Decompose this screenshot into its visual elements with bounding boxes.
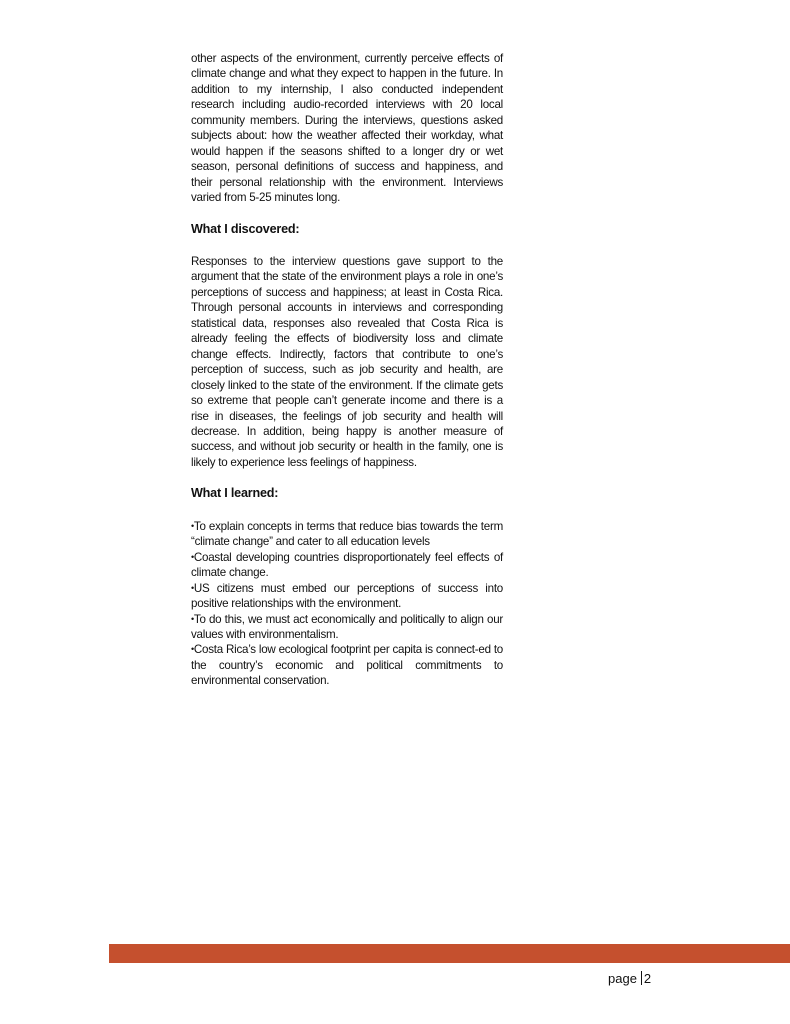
list-item-text: Costa Rica’s low ecological footprint per capita is connect-ed to the country’s economic and political commitments to environmental conservation. xyxy=(191,643,503,688)
spacer xyxy=(191,237,503,254)
bullet-icon: • xyxy=(191,551,194,562)
list-item xyxy=(191,612,503,643)
list-item xyxy=(191,642,503,688)
spacer xyxy=(191,470,503,486)
intro-paragraph: other aspects of the environment, currently perceive effects of climate change and what they expect to happen in the future. In addition to my internship, I also conducted independent research including audio-recorded interviews with 20 local community members. During the interviews, questions asked subjects about: how the weather affected their workday, what would happen if the seasons shifted to a longer dry or wet season, personal definitions of success and happiness, and their personal relationship with the environment. Interviews varied from 5-25 minutes long. xyxy=(191,52,503,205)
bullet-icon: • xyxy=(191,613,194,624)
main-text-column xyxy=(191,51,503,689)
page-number-label xyxy=(608,971,651,986)
list-item-text: To explain concepts in terms that reduce bias towards the term “climate change” and cater to all education levels xyxy=(191,519,503,549)
page-number: 2 xyxy=(643,971,652,986)
bullet-icon: • xyxy=(191,520,194,531)
spacer xyxy=(191,502,503,519)
footer-accent-bar xyxy=(109,944,790,963)
discovered-paragraph: Responses to the interview questions gave support to the argument that the state of the environment plays a role in one’s perceptions of success and happiness; at least in Costa Rica. Through personal accounts in interviews and corresponding statistical data, responses also revealed that Costa Rica is already feeling the effects of biodiversity loss and climate change effects. Indirectly, factors that contribute to one’s perception of success, such as job security and health, are closely linked to the state of the environment. If the climate gets so extreme that people can’t generate income and there is a rise in diseases, the feelings of job security and health will decrease. In addition, being happy is another measure of success, and without job security or health in the family, one is likely to experience less feelings of happiness. xyxy=(191,254,503,469)
page-separator xyxy=(641,971,642,985)
bullet-icon: • xyxy=(191,582,194,593)
list-item-text: US citizens must embed our perceptions of success into positive relationships with the environment. xyxy=(191,581,503,611)
list-item-text: Coastal developing countries disproportionately feel effects of climate change. xyxy=(191,550,503,580)
page-word: page xyxy=(608,971,637,986)
section-heading-learned: What I learned: xyxy=(191,486,279,501)
spacer xyxy=(191,206,503,222)
list-item xyxy=(191,581,503,612)
section-heading-discovered: What I discovered: xyxy=(191,221,300,236)
learned-list xyxy=(191,519,503,689)
list-item-text: To do this, we must act economically and politically to align our values with environmentalism. xyxy=(191,612,503,641)
list-item xyxy=(191,550,503,581)
list-item xyxy=(191,519,503,550)
bullet-icon: • xyxy=(191,644,194,655)
